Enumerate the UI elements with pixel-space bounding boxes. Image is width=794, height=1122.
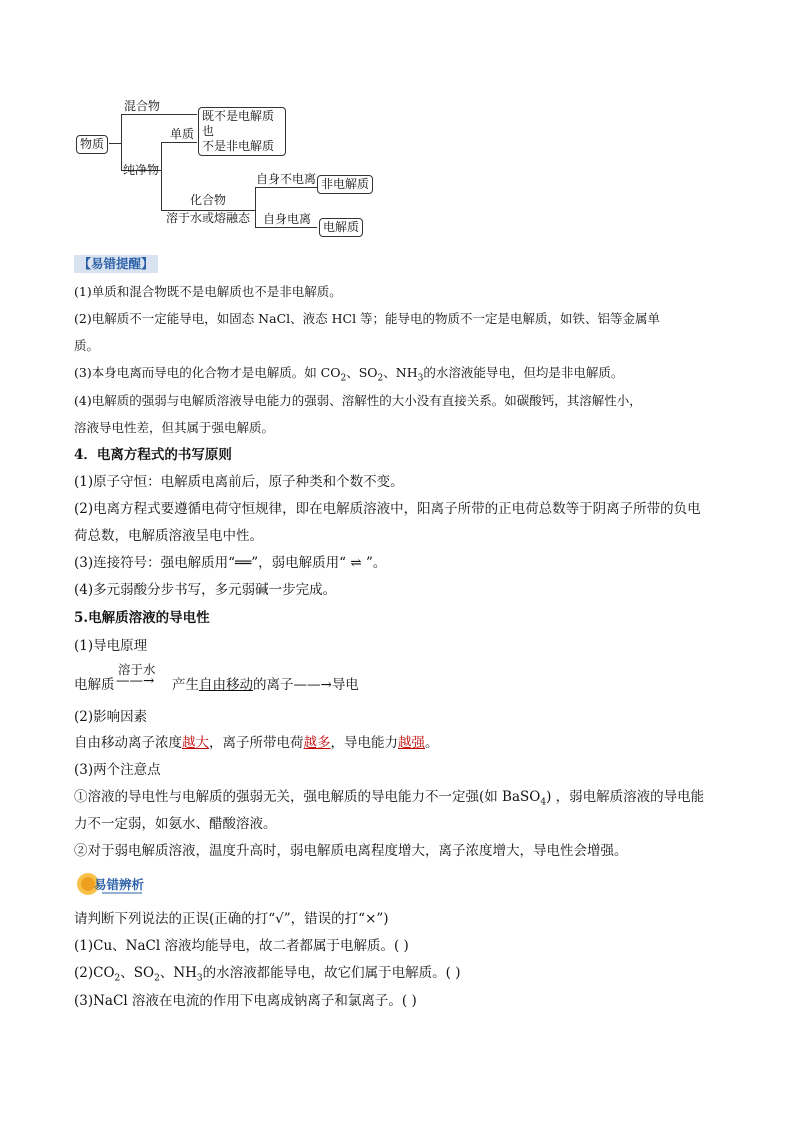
- neither-box: [198, 107, 286, 156]
- warning-p4b: 溶液导电性差，但其属于强电解质。: [74, 420, 275, 435]
- not-ionize-label: 自身不电离: [256, 172, 317, 186]
- pure-label: 纯净物: [123, 163, 160, 177]
- electrolyte-box: [319, 218, 363, 237]
- non-electrolyte-label: 非电解质: [321, 177, 370, 191]
- quiz-q2: $(2)CO_2$、$SO_2$、$NH_3$的水溶液都能导电，故它们属于电解质。( ): [74, 965, 461, 984]
- warning-tag: 【易错提醒】: [74, 255, 158, 273]
- quiz-intro: 请判断下列说法的正误(正确的打“√”，错误的打“×”): [74, 911, 389, 927]
- non-electrolyte-box: [317, 175, 373, 194]
- root-label: 物质: [80, 137, 105, 151]
- self-ionize-label: 自身电离: [263, 212, 312, 226]
- element-label: 单质: [170, 127, 195, 141]
- warning-p3: (3)本身电离而导电的化合物才是电解质。如 $CO_2$、$SO_2$、$NH_3$的水溶液能导电，但均是非电解质。: [74, 365, 624, 384]
- condition-label: 溶于水或熔融态: [166, 211, 251, 225]
- neither-line2: 不是非电解质: [202, 139, 275, 153]
- section4-p2b: 荷总数，电解质溶液呈电中性。: [74, 528, 263, 544]
- neither-line1: 既不是电解质也: [202, 109, 275, 138]
- eq-over: 溶于水: [118, 662, 156, 677]
- root-box: [76, 135, 108, 154]
- quiz-q1: (1)Cu、NaCl 溶液均能导电，故二者都属于电解质。( ): [74, 938, 409, 954]
- warning-p2b: 质。: [74, 338, 100, 353]
- electrolyte-label: 电解质: [323, 220, 360, 234]
- section5-sub2: (2)影响因素: [74, 709, 148, 725]
- section5-title: 5.电解质溶液的导电性: [74, 610, 210, 626]
- section5-note2: ②对于弱电解质溶液，温度升高时，弱电解质电离程度增大，离子浓度增大，导电性会增强。: [74, 843, 628, 859]
- section5-factors: 自由移动离子浓度越大，离子所带电荷越多，导电能力越强。: [74, 735, 439, 751]
- warning-p2a: (2)电解质不一定能导电，如固态 NaCl、液态 HCl 等；能导电的物质不一定是电解质，如铁、铝等金属单: [74, 311, 661, 326]
- section4-p4: (4)多元弱酸分步书写，多元弱碱一步完成。: [74, 582, 337, 598]
- section4-p2a: (2)电离方程式要遵循电荷守恒规律，即在电解质溶液中，阳离子所带的正电荷总数等于阴离子所带的负电: [74, 501, 701, 517]
- eq-mid: 产生自由移动的离子——→导电: [172, 677, 359, 693]
- section5-sub1: (1)导电原理: [74, 638, 148, 654]
- warning-p1: (1)单质和混合物既不是电解质也不是非电解质。: [74, 284, 342, 299]
- section5-sub3: (3)两个注意点: [74, 762, 161, 778]
- section4-title: 4．电离方程式的书写原则: [74, 447, 232, 463]
- section4-p1: (1)原子守恒：电解质电离前后，原子种类和个数不变。: [74, 474, 404, 490]
- quiz-q3: (3)NaCl 溶液在电流的作用下电离成钠离子和氯离子。( ): [74, 993, 417, 1009]
- eq-start: 电解质: [74, 677, 115, 693]
- quiz-badge-label: 易错辨析: [94, 877, 145, 892]
- section4-p3: (3)连接符号：强电解质用“══”，弱电解质用“ ⇌ ”。: [74, 555, 387, 571]
- mixture-label: 混合物: [124, 99, 161, 113]
- quiz-badge: [76, 872, 148, 896]
- conduction-equation: [74, 660, 474, 694]
- compound-label: 化合物: [190, 193, 227, 207]
- warning-p4a: (4)电解质的强弱与电解质溶液导电能力的强弱、溶解性的大小没有直接关系。如碳酸钙，其溶解性小，: [74, 393, 642, 408]
- section5-note1b: 力不一定弱，如氨水、醋酸溶液。: [74, 816, 277, 832]
- eq-arrow2: ——→: [293, 677, 332, 693]
- section5-note1a: ①溶液的导电性与电解质的强弱无关，强电解质的导电能力不一定强(如 BaSO$_4$) ，弱电解质溶液的导电能: [74, 789, 705, 808]
- eq-arrow1: ——→: [116, 673, 155, 689]
